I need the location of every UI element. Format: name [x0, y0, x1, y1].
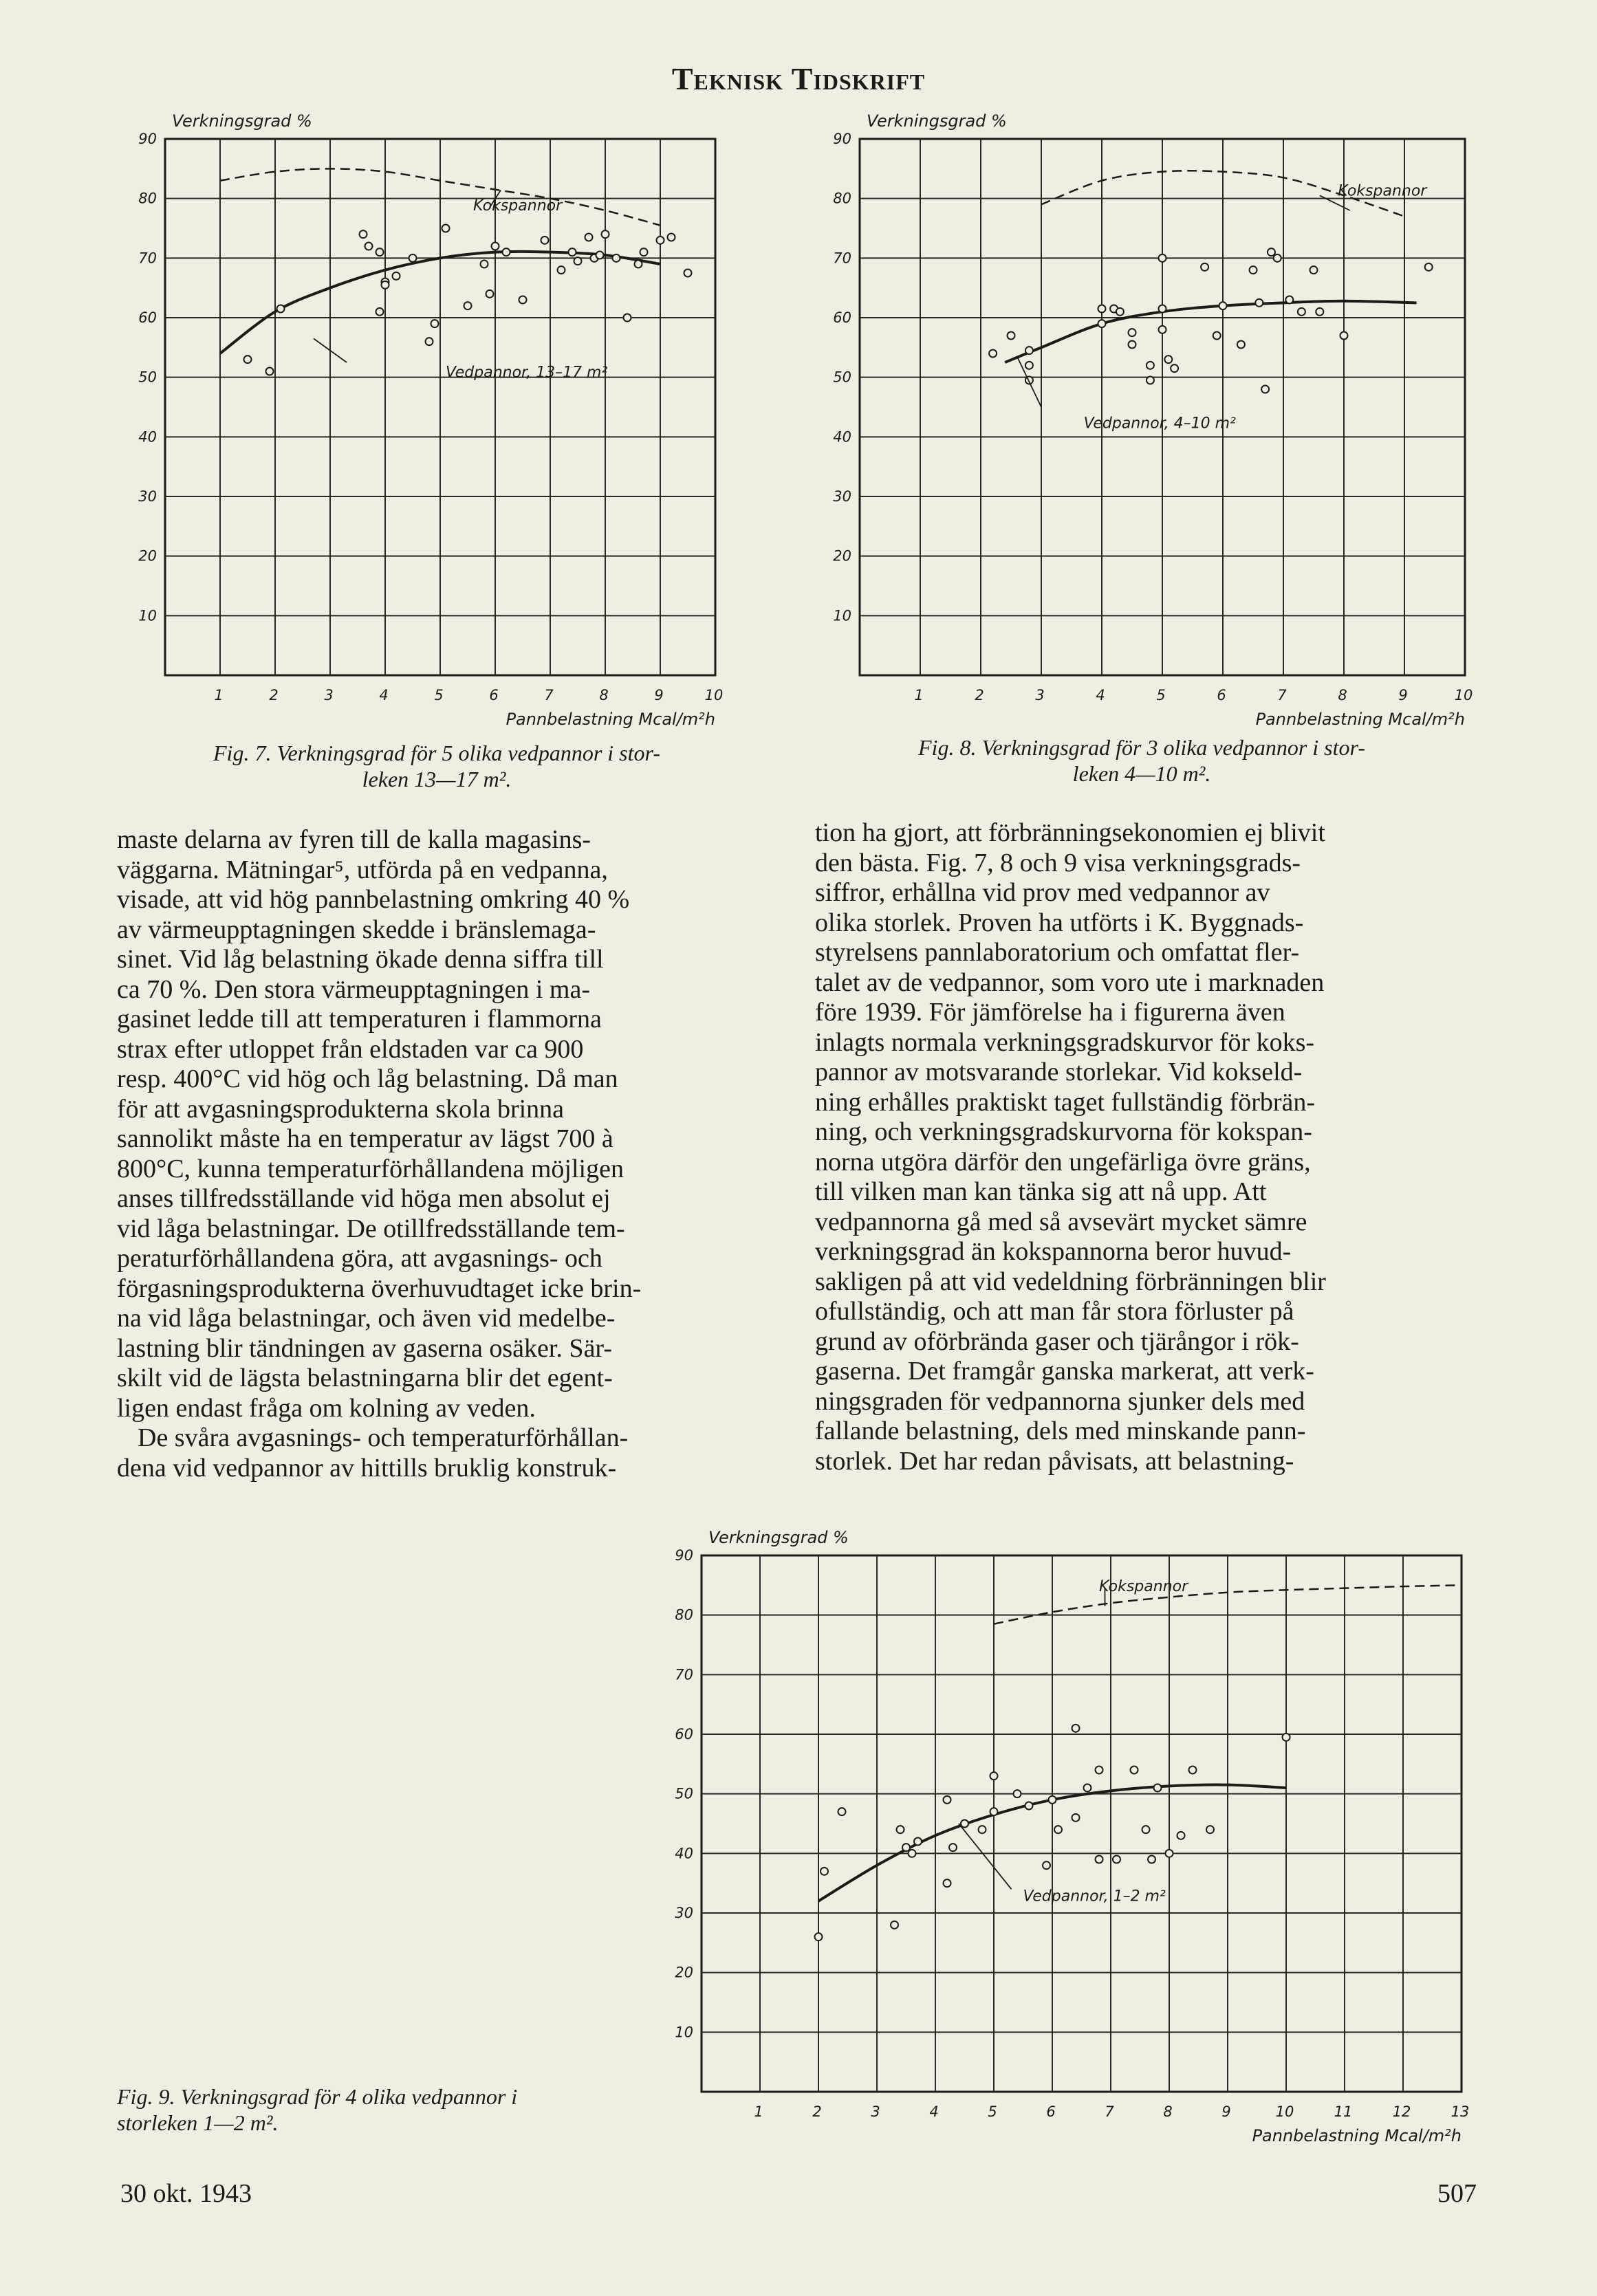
body-text-line: resp. 400°C vid hög och låg belastning. Då man [117, 1064, 618, 1093]
data-point [1131, 1767, 1138, 1774]
data-point [1025, 362, 1033, 369]
data-point [1049, 1796, 1056, 1804]
figure-8-caption [825, 734, 1458, 787]
body-text-line: olika storlek. Proven ha utförts i K. Byggnads- [815, 908, 1304, 937]
journal-title: Teknisk Tidskrift [671, 61, 926, 96]
data-point [1025, 1802, 1033, 1810]
body-text-line: ligen endast fråga om kolning av veden. [117, 1393, 536, 1423]
x-tick-label: 7 [544, 687, 554, 703]
x-tick-label: 3 [871, 2103, 880, 2120]
data-point [1113, 1856, 1120, 1863]
body-text-line: ofullständig, och att man får stora förluster på [815, 1297, 1294, 1326]
data-point [1154, 1784, 1162, 1792]
y-tick-label: 10 [833, 607, 851, 624]
data-point [1316, 308, 1323, 316]
x-tick-label: 13 [1451, 2103, 1470, 2120]
x-tick-label: 1 [754, 2103, 763, 2120]
data-point [464, 302, 472, 309]
wood-label-leader [959, 1824, 1012, 1889]
data-point [1298, 308, 1305, 316]
data-point [1116, 308, 1124, 316]
data-point [979, 1826, 986, 1833]
body-text-line: före 1939. För jämförelse ha i figurerna även [815, 998, 1285, 1027]
x-tick-label: 4 [1096, 687, 1105, 703]
data-point [541, 237, 549, 244]
y-tick-label: 50 [138, 369, 157, 386]
data-point [1096, 1856, 1103, 1863]
x-tick-label: 9 [654, 687, 664, 703]
data-point [1148, 1856, 1155, 1863]
data-point [1008, 332, 1015, 340]
x-tick-label: 3 [324, 687, 334, 703]
body-text-line: talet av de vedpannor, som voro ute i marknaden [815, 967, 1325, 997]
body-text-line: väggarna. Mätningar⁵, utförda på en vedpanna, [117, 855, 608, 884]
data-point [944, 1879, 951, 1887]
data-point [393, 272, 400, 280]
x-tick-label: 5 [988, 2103, 997, 2120]
body-text-line: ning erhålles praktiskt taget fullständig förbrän- [815, 1087, 1316, 1117]
coke-curve-label: Kokspannor [1338, 182, 1427, 200]
wood-curve-label: Vedpannor, 13–17 m² [446, 364, 608, 382]
data-point [909, 1850, 916, 1857]
data-point [990, 1808, 998, 1815]
body-text-line: av värmeupptagningen skedde i bränslemaga- [117, 915, 596, 944]
body-text-line: grund av oförbrända gaser och tjärångor i rök- [815, 1326, 1299, 1356]
body-text-line: tion ha gjort, att förbränningsekonomien ej blivit [815, 818, 1325, 847]
data-point [1219, 302, 1227, 309]
footer-page-number: 507 [1437, 2179, 1477, 2208]
data-point [1129, 329, 1136, 336]
data-point [1025, 347, 1033, 354]
data-point [1098, 320, 1106, 327]
data-point [266, 368, 274, 375]
data-point [1142, 1826, 1150, 1833]
body-text-line: för att avgasningsprodukterna skola brinna [117, 1094, 565, 1124]
y-tick-label: 40 [138, 428, 157, 446]
x-tick-label: 4 [379, 687, 389, 703]
y-tick-label: 80 [675, 1606, 693, 1623]
x-tick-label: 7 [1105, 2103, 1114, 2120]
data-point [989, 350, 997, 358]
data-point [376, 308, 384, 316]
y-tick-label: 70 [833, 250, 851, 267]
data-point [1261, 386, 1269, 393]
data-point [1425, 263, 1433, 271]
data-point [1213, 332, 1221, 340]
body-column-left [117, 825, 777, 1483]
body-text-line: norna utgöra därför den ungefärliga övre gräns, [815, 1147, 1311, 1177]
data-point [365, 243, 373, 250]
figure-7-caption-line1: Fig. 7. Verkningsgrad för 5 olika vedpannor i stor- [213, 741, 660, 765]
figure-8-chart [805, 103, 1473, 729]
body-text-line: fallande belastning, dels med minskande pann- [815, 1417, 1306, 1445]
data-point [585, 234, 593, 241]
data-point [1201, 263, 1208, 271]
data-point [492, 243, 499, 250]
wood-boiler-curve [1005, 301, 1416, 362]
body-text-line: strax efter utloppet från eldstaden var ca 900 [117, 1034, 584, 1064]
x-tick-label: 7 [1277, 687, 1287, 703]
data-point [1340, 332, 1348, 340]
data-point [1159, 305, 1166, 313]
x-tick-label: 5 [1156, 687, 1166, 703]
y-tick-label: 80 [833, 190, 851, 207]
x-tick-label: 9 [1398, 687, 1408, 703]
data-point [640, 248, 648, 256]
data-point [1237, 341, 1245, 349]
y-tick-label: 20 [138, 547, 157, 565]
data-point [1096, 1767, 1103, 1774]
body-text-line: sakligen på att vid vedeldning förbränningen blir [815, 1267, 1326, 1296]
body-text-line: verkningsgrad än kokspannorna beror huvud- [815, 1237, 1292, 1266]
data-point [949, 1844, 957, 1851]
body-text-line: 800°C, kunna temperaturförhållandena möjligen [117, 1154, 624, 1183]
data-point [684, 270, 692, 277]
body-text-line: gaserna. Det framgår ganska markerat, att verk- [815, 1357, 1314, 1386]
data-point [376, 248, 384, 256]
body-text-line: anses tillfredsställande vid höga men absolut ej [117, 1184, 611, 1213]
data-point [486, 290, 494, 298]
data-point [602, 230, 609, 238]
data-point [574, 257, 582, 265]
x-tick-label: 12 [1392, 2103, 1411, 2120]
x-tick-label: 1 [914, 687, 924, 703]
wood-curve-label: Vedpannor, 4–10 m² [1083, 415, 1236, 433]
y-tick-label: 80 [138, 190, 157, 207]
body-text-line: peraturförhållandena göra, att avgasnings- och [117, 1244, 602, 1273]
y-tick-label: 50 [833, 369, 851, 386]
y-tick-label: 10 [138, 607, 157, 624]
data-point [244, 356, 252, 363]
y-tick-label: 20 [675, 1964, 693, 1981]
y-tick-label: 10 [675, 2024, 693, 2041]
data-point [961, 1820, 968, 1828]
figure-8-caption-line2: leken 4—10 m². [1072, 761, 1211, 786]
body-text-line: dena vid vedpannor av hittills bruklig konstruk- [117, 1453, 617, 1483]
data-point [624, 314, 631, 322]
data-point [1072, 1725, 1080, 1732]
data-point [1054, 1826, 1062, 1833]
body-text-line: till vilken man kan tänka sig att nå upp. Att [815, 1177, 1267, 1206]
x-tick-label: 2 [812, 2103, 822, 2120]
y-tick-label: 40 [833, 428, 851, 446]
data-point [668, 234, 675, 241]
data-point [1268, 248, 1275, 256]
data-point [914, 1838, 922, 1846]
figure-8-caption-line1: Fig. 8. Verkningsgrad för 3 olika vedpannor i stor- [918, 735, 1365, 760]
body-text-line: förgasningsprodukterna överhuvudtaget icke brin- [117, 1273, 642, 1303]
x-tick-label: 10 [704, 687, 724, 703]
data-point [635, 261, 642, 268]
x-tick-label: 2 [975, 687, 984, 703]
y-tick-label: 30 [138, 488, 157, 505]
data-point [431, 320, 439, 327]
x-tick-label: 6 [1217, 687, 1226, 703]
x-axis-title: Pannbelastning Mcal/m²h [1252, 2126, 1462, 2145]
data-point [1283, 1734, 1290, 1741]
x-tick-label: 10 [1275, 2103, 1294, 2120]
body-text-line: lastning blir tändningen av gaserna osäker. Sär- [117, 1333, 612, 1363]
data-point [897, 1826, 904, 1833]
plot-frame [702, 1555, 1462, 2092]
x-tick-label: 10 [1454, 687, 1473, 703]
data-point [1250, 266, 1257, 274]
body-text-line: storlek. Det har redan påvisats, att belastning- [815, 1446, 1294, 1476]
data-point [1043, 1861, 1050, 1869]
body-text-line: gasinet ledde till att temperaturen i flammorna [117, 1005, 602, 1034]
data-point [596, 252, 604, 259]
data-point [382, 281, 389, 289]
figure-7-caption [117, 740, 757, 792]
y-tick-label: 60 [675, 1726, 693, 1742]
y-tick-label: 70 [675, 1666, 693, 1683]
data-point [1164, 356, 1172, 363]
footer-date: 30 okt. 1943 [120, 2179, 252, 2208]
data-point [1171, 364, 1178, 372]
data-point [409, 254, 417, 262]
body-text-line: sinet. Vid låg belastning ökade denna siffra till [117, 945, 604, 974]
x-tick-label: 4 [929, 2103, 939, 2120]
data-point [426, 338, 433, 345]
x-tick-label: 8 [599, 687, 609, 703]
data-point [1255, 299, 1263, 307]
y-tick-label: 90 [833, 131, 851, 147]
figure-7-chart [110, 103, 770, 729]
body-text-line: sannolikt måste ha en temperatur av lägst 700 à [117, 1124, 613, 1153]
x-tick-label: 6 [489, 687, 499, 703]
data-point [503, 248, 510, 256]
data-point [815, 1933, 823, 1940]
body-text-line: vid låga belastningar. De otillfredsställande tem- [117, 1214, 625, 1243]
data-point [1310, 266, 1318, 274]
body-text-line: na vid låga belastningar, och även vid medelbe- [117, 1304, 616, 1333]
data-point [277, 305, 285, 313]
data-point [1147, 377, 1154, 384]
body-text-line: ca 70 %. Den stora värmeupptagningen i ma- [117, 974, 590, 1004]
x-axis-title: Pannbelastning Mcal/m²h [1255, 710, 1465, 729]
body-text-line: skilt vid de lägsta belastningarna blir det egent- [117, 1364, 613, 1392]
x-tick-label: 11 [1334, 2103, 1353, 2120]
x-tick-label: 2 [269, 687, 279, 703]
data-point [360, 230, 367, 238]
data-point [902, 1844, 910, 1851]
data-point [1072, 1814, 1080, 1822]
data-point [1206, 1826, 1214, 1833]
coke-curve-label: Kokspannor [1099, 1578, 1188, 1595]
body-text-line: ning, och verkningsgradskurvorna för kokspan- [815, 1117, 1312, 1146]
data-point [569, 248, 576, 256]
body-text-line: maste delarna av fyren till de kalla magasins- [117, 825, 591, 854]
plot-area [860, 139, 1465, 675]
figure-9-chart [660, 1520, 1486, 2152]
body-text-line: styrelsens pannlaboratorium och omfattat fler- [815, 938, 1300, 967]
y-tick-label: 60 [833, 309, 851, 326]
body-text-line: De svåra avgasnings- och temperaturförhållan- [138, 1423, 629, 1452]
body-text-line: pannor av motsvarande storlekar. Vid kokseld- [815, 1058, 1303, 1086]
y-tick-label: 60 [138, 309, 157, 326]
data-point [1177, 1832, 1185, 1839]
data-point [442, 225, 450, 232]
data-point [1098, 305, 1106, 313]
data-point [1159, 254, 1166, 262]
x-tick-label: 9 [1221, 2103, 1231, 2120]
y-tick-label: 40 [675, 1845, 693, 1862]
plot-area [702, 1555, 1462, 2092]
y-tick-label: 90 [675, 1547, 693, 1564]
x-tick-label: 5 [434, 687, 444, 703]
body-text-line: ningsgraden för vedpannorna sjunker dels med [815, 1386, 1305, 1416]
figure-9-caption [117, 2084, 667, 2136]
data-point [558, 266, 565, 274]
y-tick-label: 30 [675, 1905, 693, 1921]
data-point [1285, 296, 1293, 304]
figure-7-caption-line2: leken 13—17 m². [362, 767, 512, 791]
plot-area [165, 139, 715, 675]
body-text-line: vedpannorna gå med så avsevärt mycket sämre [815, 1207, 1307, 1236]
data-point [1084, 1784, 1091, 1792]
data-point [944, 1796, 951, 1804]
x-tick-label: 8 [1163, 2103, 1173, 2120]
data-point [838, 1808, 846, 1815]
body-column-right [815, 818, 1475, 1476]
y-axis-title: Verkningsgrad % [172, 111, 312, 131]
x-tick-label: 3 [1035, 687, 1045, 703]
data-point [1166, 1850, 1173, 1857]
y-axis-title: Verkningsgrad % [708, 1528, 849, 1547]
body-text-line: siffror, erhållna vid prov med vedpannor av [815, 878, 1270, 907]
x-axis-title: Pannbelastning Mcal/m²h [506, 710, 715, 729]
figure-9-caption-line1: Fig. 9. Verkningsgrad för 4 olika vedpannor i [117, 2084, 518, 2109]
data-point [1159, 326, 1166, 334]
wood-curve-label: Vedpannor, 1–2 m² [1023, 1888, 1166, 1905]
y-tick-label: 70 [138, 250, 157, 267]
data-point [1274, 254, 1281, 262]
data-point [821, 1868, 828, 1875]
data-point [1189, 1767, 1197, 1774]
body-text-line: den bästa. Fig. 7, 8 och 9 visa verkningsgrads- [815, 848, 1301, 877]
data-point [613, 254, 620, 262]
data-point [519, 296, 527, 304]
y-tick-label: 50 [675, 1785, 693, 1802]
data-point [1014, 1790, 1021, 1797]
y-tick-label: 20 [833, 547, 851, 565]
data-point [481, 261, 488, 268]
body-text-line: inlagts normala verkningsgradskurvor för koks- [815, 1027, 1315, 1057]
x-tick-label: 1 [214, 687, 224, 703]
coke-curve-label: Kokspannor [473, 197, 563, 215]
data-point [1129, 341, 1136, 349]
y-axis-title: Verkningsgrad % [867, 111, 1007, 131]
body-text-line: visade, att vid hög pannbelastning omkring 40 % [117, 885, 630, 914]
data-point [891, 1921, 898, 1929]
figure-9-caption-line2: storleken 1—2 m². [117, 2110, 279, 2135]
y-tick-label: 30 [833, 488, 851, 505]
data-point [990, 1772, 998, 1780]
x-tick-label: 6 [1046, 2103, 1056, 2120]
x-tick-label: 8 [1338, 687, 1347, 703]
data-point [657, 237, 664, 244]
data-point [1147, 362, 1154, 369]
y-tick-label: 90 [138, 131, 157, 147]
